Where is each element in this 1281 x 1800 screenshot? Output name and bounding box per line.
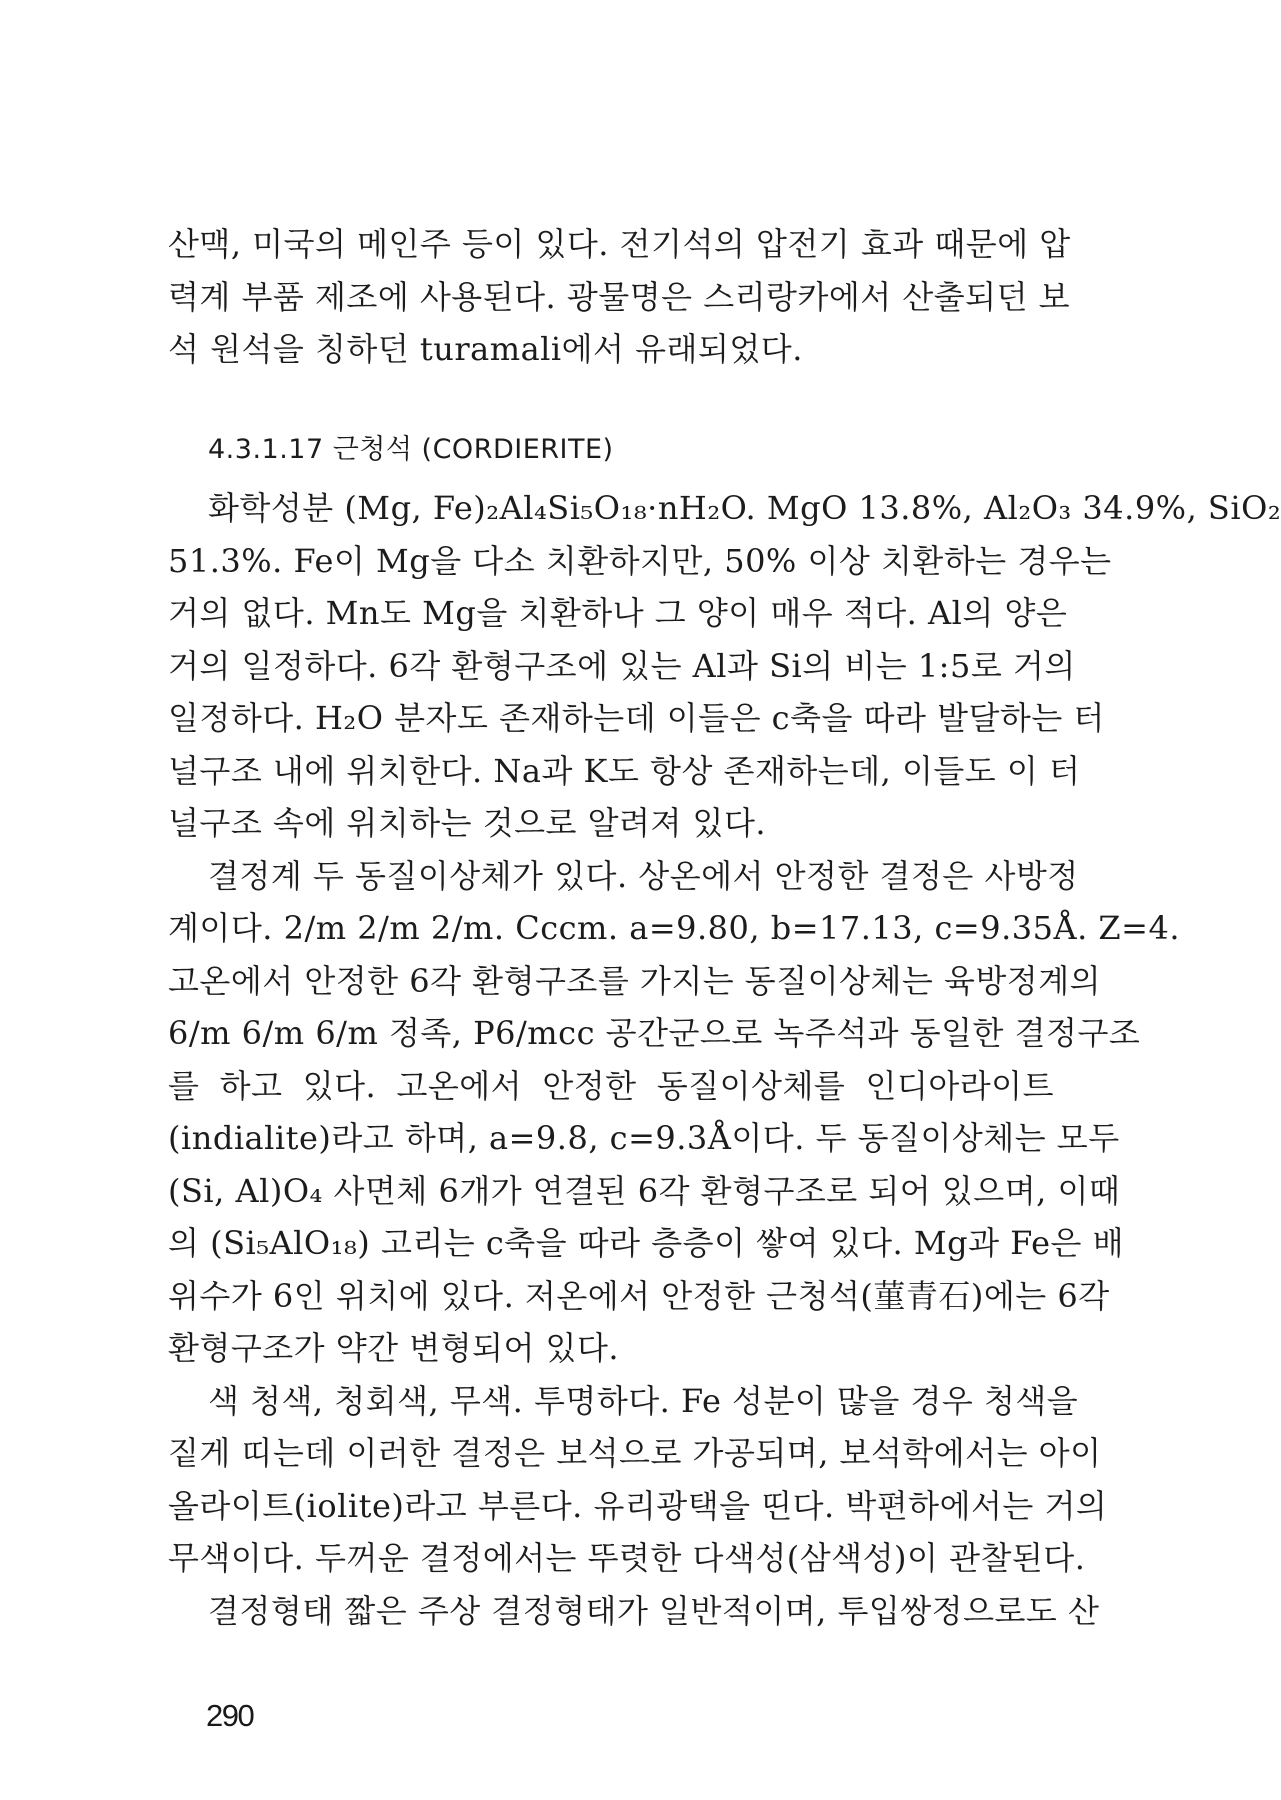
- text-line: 화학성분 (Mg, Fe)₂Al₄Si₅O₁₈·nH₂O. MgO 13.8%, Al₂O₃ 34.9%, SiO₂: [208, 489, 1281, 527]
- text-line: (Si, Al)O₄ 사면체 6개가 연결된 6각 환형구조로 되어 있으며, 이때: [168, 1171, 1121, 1210]
- text-line: (indialite)라고 하며, a=9.8, c=9.3Å이다. 두 동질이상체는 모두: [168, 1119, 1120, 1157]
- text-line: 짙게 띠는데 이러한 결정은 보석으로 가공되며, 보석학에서는 아이: [168, 1434, 1102, 1472]
- text-line: 계이다. 2/m 2/m 2/m. Cccm. a=9.80, b=17.13, c=9.35Å. Z=4.: [168, 909, 1180, 947]
- text-line: 널구조 속에 위치하는 것으로 알려져 있다.: [168, 804, 767, 842]
- text-line: 를 하고 있다. 고온에서 안정한 동질이상체를 인디아라이트: [168, 1066, 1054, 1105]
- section-heading: 4.3.1.17 근청석 (CORDIERITE): [208, 434, 614, 465]
- text-line: 6/m 6/m 6/m 정족, P6/mcc 공간군으로 녹주석과 동일한 결정구조: [168, 1014, 1141, 1052]
- text-line: 결정계 두 동질이상체가 있다. 상온에서 안정한 결정은 사방정: [208, 856, 1079, 895]
- top-paragraph: [168, 218, 1071, 376]
- text-line: 올라이트(iolite)라고 부른다. 유리광택을 띤다. 박편하에서는 거의: [168, 1486, 1108, 1525]
- text-line: 의 (Si₅AlO₁₈) 고리는 c축을 따라 층층이 쌓여 있다. Mg과 Fe은 배: [168, 1224, 1125, 1262]
- text-line: 거의 없다. Mn도 Mg을 치환하나 그 양이 매우 적다. Al의 양은: [168, 594, 1068, 632]
- text-line: 결정형태 짧은 주상 결정형태가 일반적이며, 투입쌍정으로도 산: [208, 1591, 1100, 1630]
- text-line: 거의 일정하다. 6각 환형구조에 있는 Al과 Si의 비는 1:5로 거의: [168, 646, 1076, 685]
- text-line: 환형구조가 약간 변형되어 있다.: [168, 1329, 620, 1367]
- text-line: 널구조 내에 위치한다. Na과 K도 항상 존재하는데, 이들도 이 터: [168, 751, 1081, 790]
- text-line: 일정하다. H₂O 분자도 존재하는데 이들은 c축을 따라 발달하는 터: [168, 699, 1105, 737]
- page-number: 290: [206, 1698, 254, 1733]
- text-line: 력계 부품 제조에 사용된다. 광물명은 스리랑카에서 산출되던 보: [168, 277, 1071, 316]
- body-text: [168, 482, 1281, 1637]
- text-line: 51.3%. Fe이 Mg을 다소 치환하지만, 50% 이상 치환하는 경우는: [168, 541, 1112, 580]
- text-line: 산맥, 미국의 메인주 등이 있다. 전기석의 압전기 효과 때문에 압: [168, 225, 1071, 263]
- text-line: 무색이다. 두꺼운 결정에서는 뚜렷한 다색성(삼색성)이 관찰된다.: [168, 1539, 1086, 1577]
- text-line: 고온에서 안정한 6각 환형구조를 가지는 동질이상체는 육방정계의: [168, 961, 1102, 1000]
- text-line: 석 원석을 칭하던 turamali에서 유래되었다.: [168, 330, 803, 368]
- text-line: 위수가 6인 위치에 있다. 저온에서 안정한 근청석(菫青石)에는 6각: [168, 1276, 1110, 1315]
- text-line: 색 청색, 청회색, 무색. 투명하다. Fe 성분이 많을 경우 청색을: [208, 1381, 1079, 1420]
